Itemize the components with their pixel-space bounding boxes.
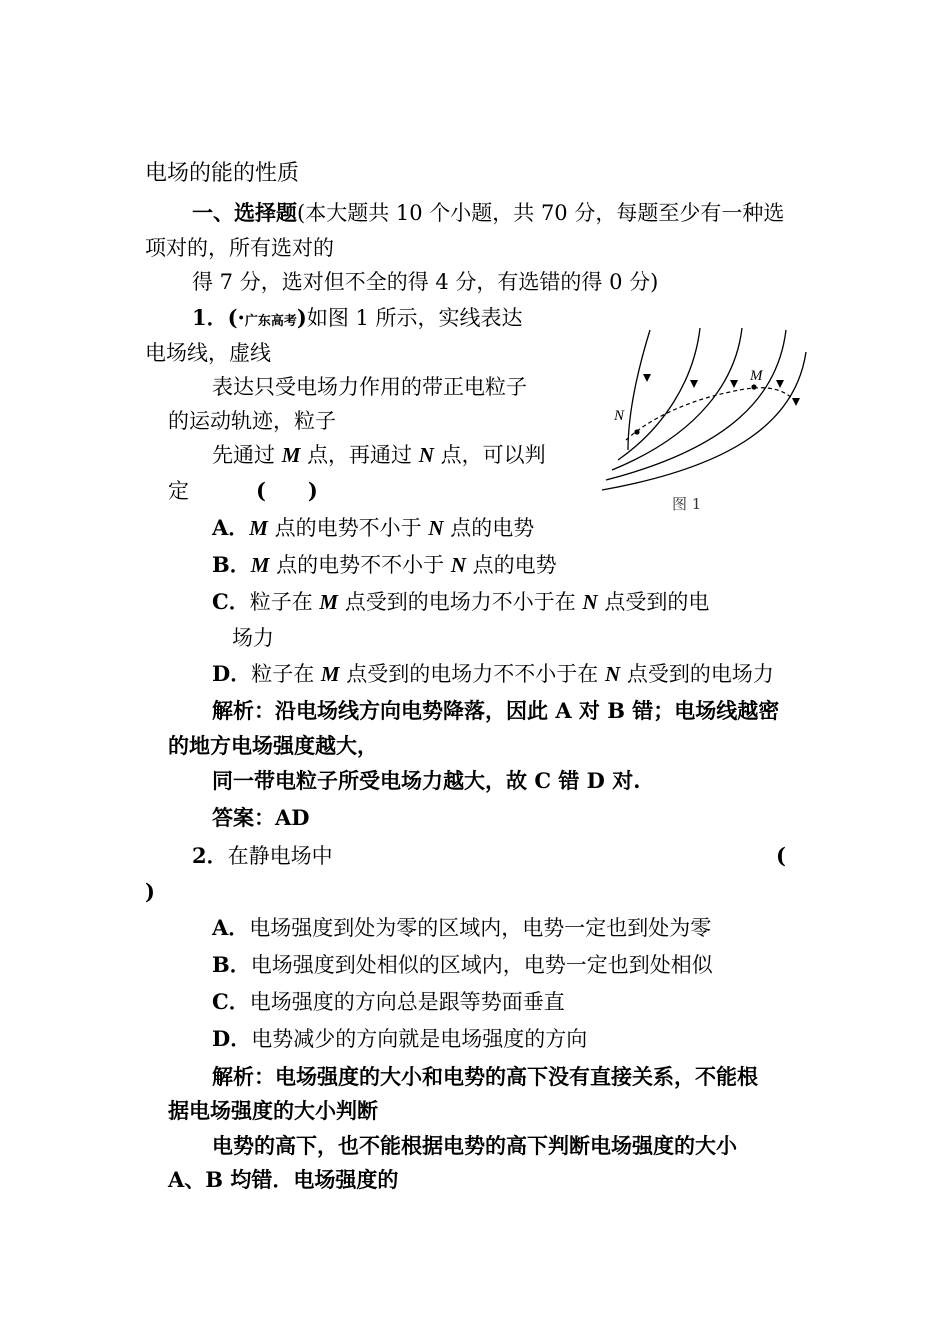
q1-stem-3b: 点，再通过 [307,443,413,467]
q1-stem-line3 [212,441,546,469]
q2-analysis-4b: 均错．电场强度的 [230,1167,399,1192]
q1-option-c-wrap: 场力 [232,626,274,650]
q2-option-a [212,914,711,942]
q1-var-n: N [418,443,434,467]
q1-analysis-1d: B [607,698,625,723]
figure-electric-field-lines [590,322,810,522]
q1-var-m: M [281,443,301,467]
page-title: 电场的能的性质 [145,161,300,186]
q1-stem-2b: 的运动轨迹，粒子 [168,409,336,433]
section-label: 一、选择题 [192,200,297,225]
q1-number: 1． [192,305,228,330]
q2-analysis-line4 [168,1166,398,1194]
q1-analysis-3d: D [586,768,605,793]
q1-option-a-end: 点的电势 [450,516,535,540]
q1-analysis-3b: C [534,768,552,793]
q2-analysis-line3: 电势的高下，也不能根据电势的高下判断电场强度的大小 [212,1133,737,1158]
q1-option-b-mid: 点的电势不不小于 [276,553,445,577]
field-arrow-4 [776,380,784,388]
q1-stem-1b: 电场线，虚线 [145,341,271,365]
q1-option-b-label: B． [212,552,251,577]
q1-option-d-m: M [320,662,340,686]
q2-analysis-line1 [212,1063,758,1091]
section-desc-line2: 项对的，所有选对的 [145,236,334,260]
q1-option-b-m: M [250,553,270,577]
q1-option-a-mid: 点的电势不小于 [274,516,422,540]
q2-option-c [212,988,565,1016]
q1-stem-2a: 表达只受电场力作用的带正电粒子 [212,375,527,399]
q1-option-d-pre: 粒子在 [251,662,315,686]
q1-option-b-end: 点的电势 [472,553,557,577]
point-m-label: M [750,368,763,384]
q1-analysis-3c: 错 [558,768,580,793]
q1-option-b [212,551,557,579]
point-n-dot [634,429,639,434]
q2-stem [192,842,333,870]
q1-option-c-mid: 点受到的电场力不小于在 [344,590,576,614]
q1-answer-value: AD [275,805,310,830]
q2-option-b-text: 电场强度到处相似的区域内，电势一定也到处相似 [250,953,713,977]
q2-option-d-text: 电势减少的方向就是电场强度的方向 [251,1027,588,1051]
field-line-2 [618,328,700,460]
q2-option-c-label: C． [212,989,250,1014]
q2-stem-text: 在静电场中 [227,844,333,868]
q1-analysis-1c: 对 [578,698,600,723]
q1-stem-4a: 定 [168,479,189,503]
field-arrow-1 [643,374,651,382]
q1-analysis-line2: 的地方电场强度越大， [168,733,378,758]
q1-option-c-pre: 粒子在 [249,590,313,614]
q1-option-c [212,588,709,616]
q2-paren-close: ) [145,879,155,904]
q1-option-c-end: 点受到的电 [604,590,710,614]
field-arrow-2 [690,380,698,388]
section-desc: (本大题共 10 个小题，共 70 分，每题至少有一种选 [297,201,785,225]
q2-analysis-line2: 据电场强度的大小判断 [168,1098,378,1123]
q1-analysis-3e: 对. [612,768,641,793]
q2-analysis-label: 解析： [212,1064,275,1089]
field-arrow-3 [730,380,738,388]
q1-option-d-n: N [604,662,621,686]
q2-option-a-text: 电场强度到处为零的区域内，电势一定也到处为零 [249,916,712,940]
q1-option-c-n: N [582,590,598,614]
q1-stem-3c: 点，可以判 [440,443,546,467]
q1-option-a-m: M [249,516,268,540]
q1-stem-1a: 如图 1 所示，实线表达 [306,306,523,330]
q1-analysis-1e: 错；电场线越密 [632,698,780,723]
section-heading [192,199,784,227]
q2-paren-open: ( [776,843,786,868]
q1-option-a [212,514,534,542]
point-m-dot [751,384,756,389]
q2-option-d-label: D． [212,1026,252,1051]
q2-option-a-label: A． [212,915,250,940]
q1-answer-paren: ( ) [256,478,318,503]
q1-option-c-m: M [319,590,339,614]
q2-option-c-text: 电场强度的方向总是跟等势面垂直 [249,990,565,1014]
field-line-5 [602,352,806,490]
q1-option-a-label: A． [212,515,250,540]
q1-option-d [212,660,774,688]
q1-answer-label: 答案： [212,805,275,830]
q2-option-b-label: B． [212,952,251,977]
q1-source-open: (· [227,305,245,330]
q2-analysis-1: 电场强度的大小和电势的高下没有直接关系，不能根 [275,1064,758,1089]
q2-number: 2． [192,843,228,868]
q1-source: 广东高考 [244,314,297,329]
point-n-label: N [614,408,625,424]
q1-analysis-1a: 沿电场线方向电势降落，因此 [275,698,548,723]
q1-analysis-3a: 同一带电粒子所受电场力越大，故 [212,768,527,793]
q1-source-close: ) [296,305,307,330]
q1-analysis-line1 [212,697,779,725]
q1-option-b-n: N [450,553,466,577]
q1-option-d-mid: 点受到的电场力不不小于在 [346,662,599,686]
q1-answer [212,804,310,832]
q2-analysis-4a: A、B [168,1167,224,1192]
q1-analysis-line3 [212,767,641,795]
figure-caption: 图 1 [672,495,702,513]
q1-stem-3a: 先通过 [212,443,275,467]
q1-analysis-1b: A [555,698,572,723]
q2-option-d [212,1025,587,1053]
q1-option-d-end: 点受到的电场力 [626,662,774,686]
q1-stem-line1 [192,304,523,336]
section-desc-line3: 得 7 分，选对但不全的得 4 分，有选错的得 0 分) [192,270,659,294]
q1-option-d-label: D． [212,661,252,686]
q1-option-c-label: C． [212,589,250,614]
q1-option-a-n: N [428,516,444,540]
q1-analysis-label: 解析： [212,698,275,723]
q2-option-b [212,951,713,979]
field-line-3 [612,328,742,470]
